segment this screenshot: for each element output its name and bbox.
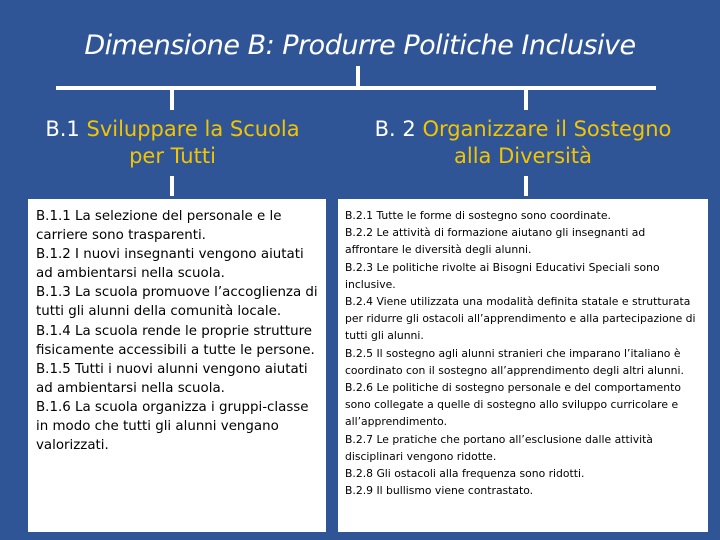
column-heading-b1 [20, 116, 325, 170]
center-connector-line [356, 66, 360, 88]
list-item: B.1.4 La scuola rende le proprie strutture fisicamente accessibili a tutte le persone. [36, 323, 315, 358]
list-item: B.2.1 Tutte le forme di sostegno sono coordinate. [345, 209, 611, 222]
left-connector-line [170, 86, 174, 110]
list-item: B.2.2 Le attività di formazione aiutano gli insegnanti ad affrontare le diversità degli alunni. [345, 226, 646, 257]
column-heading-b1-line1: Sviluppare la Scuola [86, 117, 300, 141]
column-heading-b2 [338, 116, 708, 170]
list-item: B.2.9 Il bullismo viene contrastato. [345, 484, 534, 498]
list-item: B.2.8 Gli ostacoli alla frequenza sono ridotti. [345, 467, 585, 481]
list-item: B.2.6 Le politiche di sostegno personale e del comportamento sono collegate a quelle di sostegno allo sviluppo curricolare e all’apprendimento. [345, 381, 681, 429]
right-connector-line [524, 86, 528, 110]
list-item: B.1.1 La selezione del personale e le carriere sono trasparenti. [36, 209, 282, 244]
list-item: B.1.6 La scuola organizza i gruppi-classe in modo che tutti gli alunni vengano valorizzati. [36, 399, 309, 454]
left-box-connector [170, 176, 174, 196]
list-item: B.2.7 Le pratiche che portano all’esclusione dalle attività disciplinari vengono ridotte. [345, 432, 653, 463]
list-item: B.1.3 La scuola promuove l’accoglienza di tutti gli alunni della comunità locale. [36, 285, 318, 320]
right-box-connector [524, 176, 528, 196]
diagram-title: Dimensione B: Produrre Politiche Inclusive [84, 30, 636, 61]
list-item: B.1.5 Tutti i nuovi alunni vengono aiutati ad ambientarsi nella scuola. [36, 361, 308, 396]
list-item: B.2.5 Il sostegno agli alunni stranieri che imparano l’italiano è coordinato con il sostegno all’apprendimento degli altri alunni. [345, 346, 684, 377]
list-item: B.2.4 Viene utilizzata una modalità definita statale e strutturata per ridurre gli ostacoli all’apprendimento e alla partecipazione di tutti gli alunni. [345, 295, 696, 343]
column-code-b1: B.1 [45, 117, 80, 141]
column-heading-b2-line2: alla Diversità [454, 144, 592, 168]
list-item: B.2.3 Le politiche rivolte ai Bisogni Educativi Speciali sono inclusive. [345, 260, 660, 291]
b1-items-box [28, 199, 326, 532]
b2-items-box [338, 199, 708, 532]
column-heading-b2-line1: Organizzare il Sostegno [422, 117, 672, 141]
column-heading-b1-line2: per Tutti [129, 144, 216, 168]
column-code-b2: B. 2 [374, 117, 416, 141]
list-item: B.1.2 I nuovi insegnanti vengono aiutati ad ambientarsi nella scuola. [36, 247, 304, 282]
